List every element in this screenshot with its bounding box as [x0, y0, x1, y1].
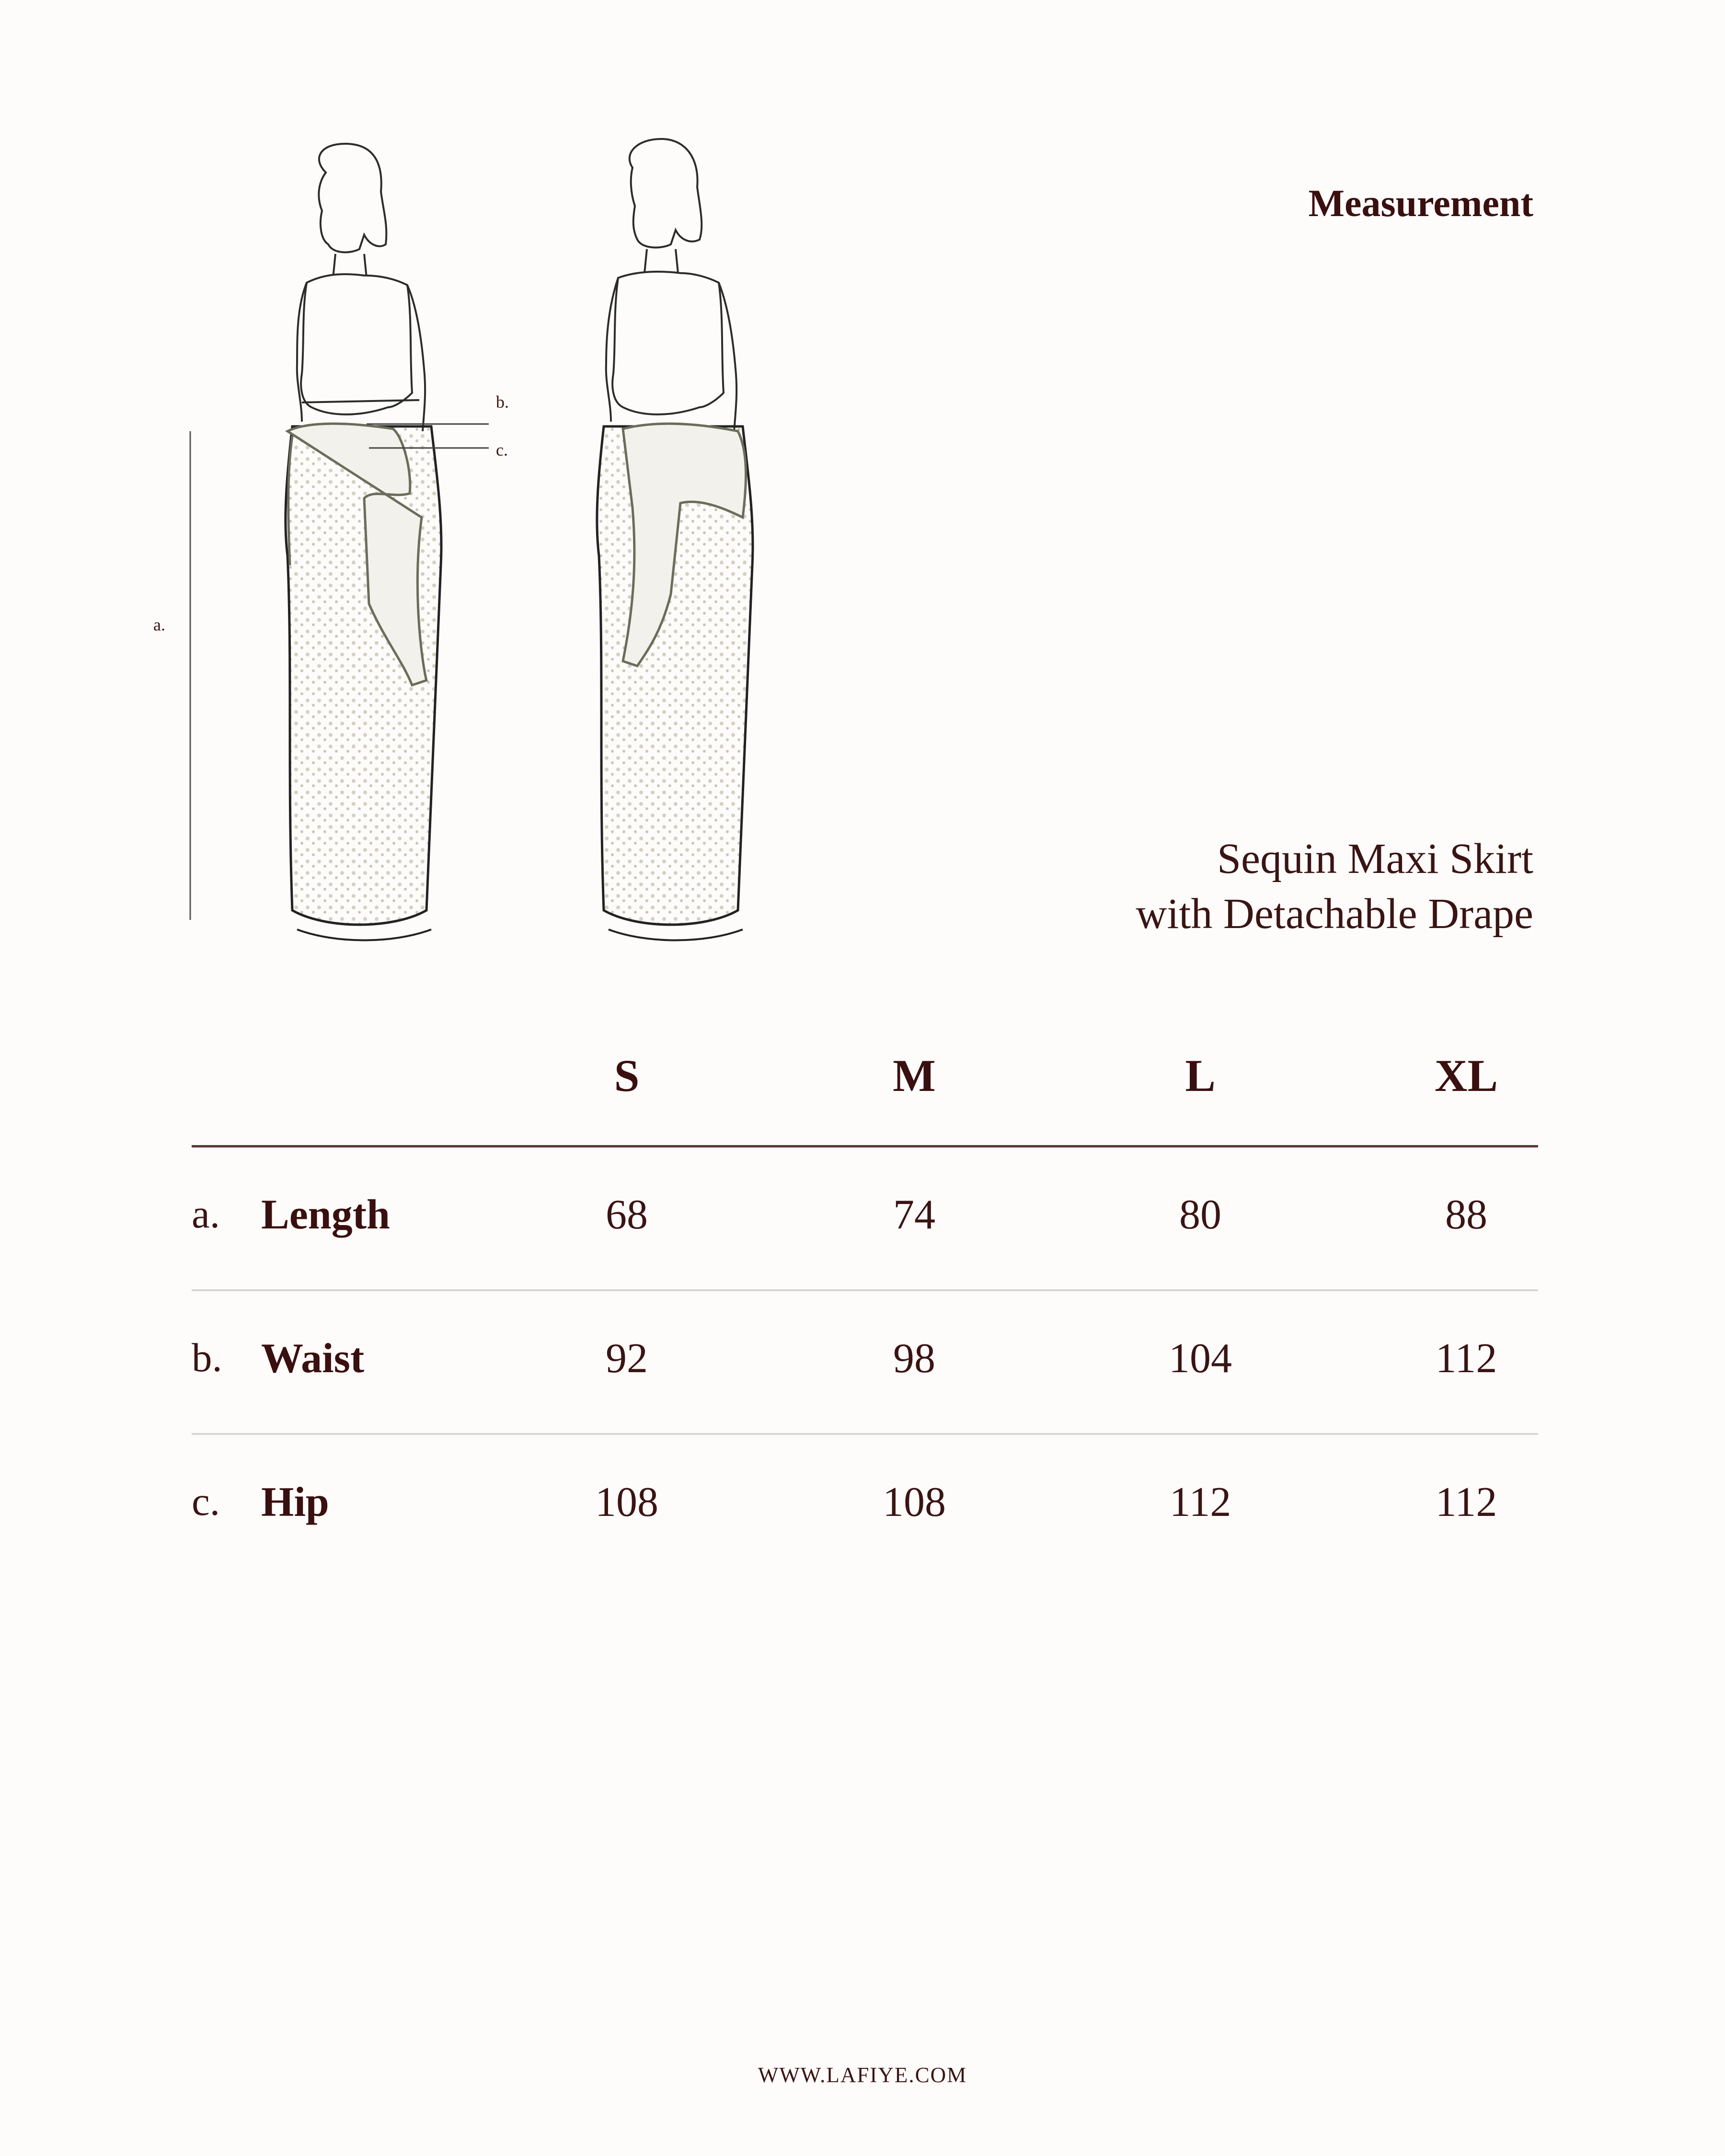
size-header-row: [192, 1030, 1538, 1147]
size-m-header: M: [893, 1050, 936, 1101]
value-cell: 112: [1435, 1335, 1497, 1382]
row-label: Hip: [261, 1479, 329, 1525]
value-cell: 108: [883, 1479, 946, 1525]
value-cell: 80: [1179, 1192, 1221, 1238]
value-cell: 68: [606, 1192, 648, 1238]
back-figure: [597, 139, 753, 940]
callout-c: c.: [496, 440, 508, 459]
value-cell: 104: [1169, 1335, 1232, 1382]
value-cell: 112: [1435, 1479, 1497, 1525]
table-row: [192, 1147, 1538, 1291]
row-label: Waist: [261, 1335, 365, 1382]
size-l-header: L: [1185, 1050, 1216, 1101]
value-cell: 112: [1169, 1479, 1231, 1525]
row-letter: a.: [192, 1192, 220, 1237]
front-figure: [286, 144, 441, 940]
size-xl-header: XL: [1435, 1050, 1498, 1101]
row-letter: c.: [192, 1479, 220, 1524]
page-title: Measurement: [1308, 183, 1533, 225]
footer-url[interactable]: WWW.LAFIYE.COM: [758, 2063, 967, 2087]
value-cell: 108: [595, 1479, 658, 1525]
value-cell: 92: [606, 1335, 648, 1382]
value-cell: 98: [893, 1335, 935, 1382]
value-cell: 74: [893, 1192, 935, 1238]
row-label: Length: [261, 1192, 390, 1238]
row-letter: b.: [192, 1335, 222, 1380]
size-s-header: S: [614, 1050, 640, 1101]
table-row: [192, 1435, 1538, 1579]
value-cell: 88: [1445, 1192, 1487, 1238]
callout-b: b.: [496, 392, 509, 412]
product-name-line2: with Detachable Drape: [1136, 890, 1533, 938]
callout-a: a.: [153, 615, 165, 634]
garment-sketch: [144, 134, 839, 997]
size-chart-table: [192, 1030, 1538, 1579]
table-row: [192, 1291, 1538, 1435]
product-name-line1: Sequin Maxi Skirt: [1217, 835, 1533, 883]
product-name: [1136, 831, 1533, 941]
